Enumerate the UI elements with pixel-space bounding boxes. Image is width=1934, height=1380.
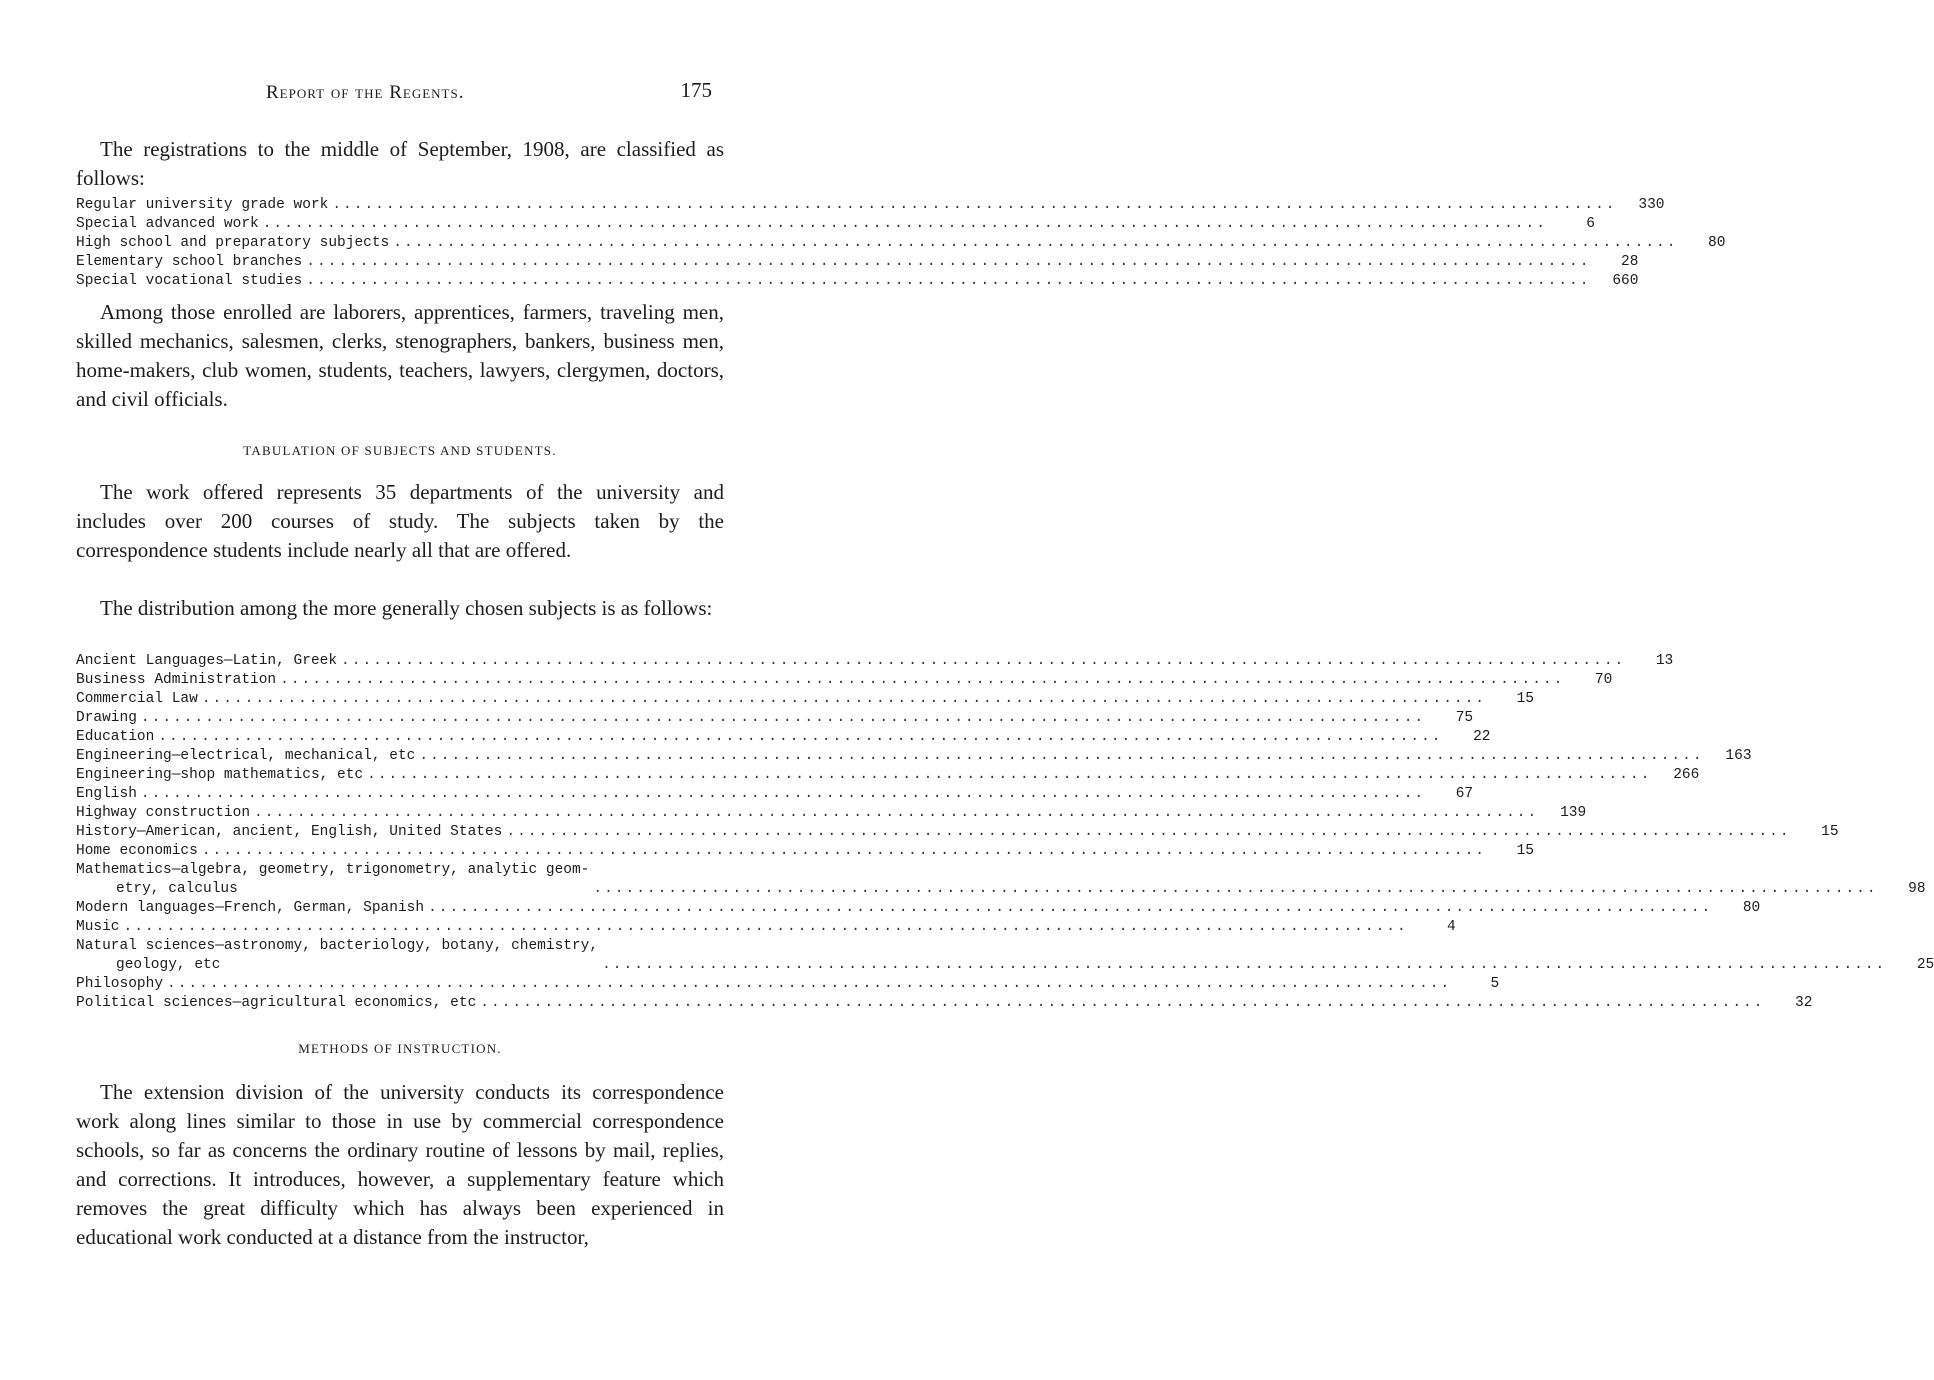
list-item <box>76 690 1534 709</box>
list-item <box>76 272 1639 291</box>
list-item <box>76 994 1813 1013</box>
item-label: Natural sciences—astronomy, bacteriology, botany, chemistry, <box>76 938 599 954</box>
item-value: 266 <box>1673 767 1700 783</box>
item-value: 6 <box>1586 216 1595 232</box>
item-label-wrapped <box>76 937 598 975</box>
item-label: Highway construction <box>76 805 251 821</box>
item-label: Education <box>76 729 155 745</box>
item-value: 139 <box>1560 805 1587 821</box>
item-value: 13 <box>1655 653 1674 669</box>
item-label: Political sciences—agricultural economics, etc <box>76 995 477 1011</box>
item-label: Ancient Languages—Latin, Greek <box>76 653 338 669</box>
list-item <box>76 766 1700 785</box>
item-label: Drawing <box>76 710 137 726</box>
item-label: Engineering—electrical, mechanical, etc <box>76 748 416 764</box>
list-item <box>76 823 1839 842</box>
item-value: 80 <box>1708 235 1726 251</box>
list-item <box>76 709 1474 728</box>
list-item <box>76 861 1926 899</box>
leader-dots: ........................................................................................................................ <box>480 995 1765 1011</box>
list-item <box>76 728 1491 747</box>
list-item <box>76 975 1500 994</box>
list-item <box>76 196 1665 215</box>
item-value: 70 <box>1594 672 1613 688</box>
leader-dots: ........................................................................................................................ <box>123 919 1408 935</box>
item-label: Special vocational studies <box>76 273 303 289</box>
list-item <box>76 234 1726 253</box>
item-label: Business Administration <box>76 672 277 688</box>
item-value: 25 <box>1916 957 1934 973</box>
leader-dots: ........................................................................................................................ <box>306 254 1591 270</box>
leader-dots: ........................................................................................................................ <box>341 653 1626 669</box>
list-item <box>76 918 1456 937</box>
leader-dots: ........................................................................................................................ <box>506 824 1791 840</box>
item-label: High school and preparatory subjects <box>76 235 390 251</box>
leader-dots: ........................................................................................................................ <box>167 976 1452 992</box>
methods-heading: METHODS OF INSTRUCTION. <box>298 1041 502 1056</box>
leader-dots: ........................................................................................................................ <box>419 748 1704 764</box>
item-value: 4 <box>1446 919 1456 935</box>
leader-dots: ........................................................................................................................ <box>332 197 1617 213</box>
item-value: 80 <box>1742 900 1761 916</box>
item-label: Home economics <box>76 843 198 859</box>
item-label: History—American, ancient, English, United States <box>76 824 503 840</box>
item-label: Special advanced work <box>76 216 259 232</box>
item-label: Commercial Law <box>76 691 198 707</box>
item-label: English <box>76 786 137 802</box>
page-number: 175 <box>680 78 712 102</box>
item-value: 163 <box>1725 748 1752 764</box>
leader-dots: ........................................................................................................................ <box>201 843 1486 859</box>
item-value: 75 <box>1455 710 1474 726</box>
list-item <box>76 804 1587 823</box>
item-value: 67 <box>1455 786 1474 802</box>
header-title: Report of the Regents. <box>266 82 465 103</box>
leader-dots: ........................................................................................................................ <box>593 881 1878 897</box>
item-label: Modern languages—French, German, Spanish <box>76 900 425 916</box>
item-label-continuation: geology, etc <box>116 957 221 973</box>
list-item <box>76 937 1934 975</box>
item-label: Mathematics—algebra, geometry, trigonometry, analytic geom- <box>76 862 590 878</box>
registrations-list <box>76 196 1726 291</box>
item-value: 330 <box>1638 197 1665 213</box>
item-label-wrapped <box>76 861 589 899</box>
item-value: 22 <box>1473 729 1491 745</box>
list-item <box>76 215 1595 234</box>
item-value: 15 <box>1821 824 1839 840</box>
item-value: 15 <box>1516 843 1534 859</box>
item-label: Engineering—shop mathematics, etc <box>76 767 364 783</box>
leader-dots: ........................................................................................................................ <box>201 691 1486 707</box>
list-item <box>76 747 1752 766</box>
item-label-continuation: etry, calculus <box>116 881 238 897</box>
tabulation-heading: TABULATION OF SUBJECTS AND STUDENTS. <box>243 443 557 458</box>
item-value: 98 <box>1908 881 1926 897</box>
leader-dots: ........................................................................................................................ <box>254 805 1539 821</box>
methods-paragraph: The extension division of the university conducts its correspondence work along lines similar to those in use by commercial correspondence schools, so far as concerns the ordinary routine of lessons by mail, replies, and corrections. It introduces, however, a supplementary feature which removes the great difficulty which has always been experienced in educational work conducted at a distance from the instructor, <box>76 1080 724 1249</box>
leader-dots: ........................................................................................................................ <box>602 957 1887 973</box>
list-item <box>76 671 1613 690</box>
intro-paragraph: The registrations to the middle of September, 1908, are classified as follows: <box>76 137 724 190</box>
leader-dots: ........................................................................................................................ <box>367 767 1652 783</box>
leader-dots: ........................................................................................................................ <box>306 273 1591 289</box>
item-value: 15 <box>1516 691 1534 707</box>
leader-dots: ........................................................................................................................ <box>158 729 1443 745</box>
item-value: 660 <box>1612 273 1639 289</box>
list-item <box>76 785 1474 804</box>
item-label: Philosophy <box>76 976 164 992</box>
leader-dots: ........................................................................................................................ <box>393 235 1678 251</box>
list-item <box>76 842 1534 861</box>
distribution-paragraph: The distribution among the more generally chosen subjects is as follows: <box>100 596 713 620</box>
item-value: 32 <box>1795 995 1813 1011</box>
list-item <box>76 253 1639 272</box>
leader-dots: ........................................................................................................................ <box>280 672 1565 688</box>
tabulation-paragraph: The work offered represents 35 departments of the university and includes over 200 courses of study. The subjects taken by the correspondence students include nearly all that are offered. <box>76 480 724 562</box>
item-label: Regular university grade work <box>76 197 329 213</box>
subjects-list <box>76 652 1934 1013</box>
item-label: Music <box>76 919 120 935</box>
leader-dots: ........................................................................................................................ <box>428 900 1713 916</box>
leader-dots: ........................................................................................................................ <box>140 786 1426 802</box>
item-value: 5 <box>1490 976 1500 992</box>
list-item <box>76 652 1674 671</box>
leader-dots: ........................................................................................................................ <box>262 216 1547 232</box>
item-value: 28 <box>1621 254 1639 270</box>
leader-dots: ........................................................................................................................ <box>140 710 1426 726</box>
enrolled-paragraph: Among those enrolled are laborers, apprentices, farmers, traveling men, skilled mechanics, salesmen, clerks, stenographers, bankers, business men, home-makers, club women, students, teachers, lawyers, clergymen, doctors, and civil officials. <box>76 300 724 411</box>
item-label: Elementary school branches <box>76 254 303 270</box>
list-item <box>76 899 1761 918</box>
running-header <box>80 78 720 112</box>
